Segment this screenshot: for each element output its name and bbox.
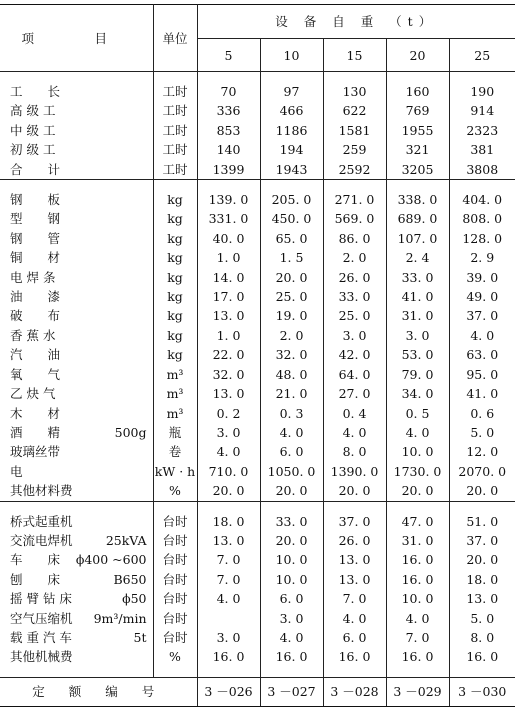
value-cell: 13. 0 — [466, 591, 499, 607]
value-cell: 6. 0 — [323, 628, 386, 647]
value-cell: 16. 0 — [466, 649, 499, 665]
value-cell: 31. 0 — [386, 531, 449, 550]
materials-row — [0, 404, 515, 423]
value-cell: 5. 0 — [470, 424, 495, 440]
value-cell: 26. 0 — [323, 268, 386, 287]
spacer-cell — [260, 72, 323, 83]
spacer-cell — [197, 501, 260, 512]
value-cell: 37. 0 — [466, 532, 499, 548]
machinery-row — [0, 512, 515, 531]
header-col-5: 5 — [197, 39, 260, 72]
value-cell: 48. 0 — [260, 365, 323, 384]
labor-row — [0, 101, 515, 120]
value-cell: 41. 0 — [386, 287, 449, 306]
materials-row — [0, 481, 515, 501]
materials-item: 木 材 — [0, 404, 153, 423]
unit-cell: 台时 — [153, 512, 197, 531]
value-cell: 107. 0 — [386, 229, 449, 248]
value-cell: 17. 0 — [197, 287, 260, 306]
value-cell: 4. 0 — [197, 589, 260, 608]
value-cell: 12. 0 — [466, 444, 499, 460]
quota-table — [0, 4, 515, 707]
machinery-row — [0, 609, 515, 628]
value-cell — [197, 609, 260, 628]
value-cell: 16. 0 — [323, 647, 386, 666]
item-name: 载 重 汽 车 — [10, 629, 72, 645]
value-cell: 4. 0 — [197, 442, 260, 461]
value-cell: 31. 0 — [386, 306, 449, 325]
materials-item: 型 钢 — [0, 209, 153, 228]
value-cell: 2. 9 — [470, 250, 495, 266]
value-cell: 1186 — [260, 121, 323, 140]
value-cell: 19. 0 — [260, 306, 323, 325]
header-row-1 — [0, 5, 515, 39]
value-cell: 381 — [470, 142, 495, 158]
value-cell: 26. 0 — [323, 531, 386, 550]
value-cell: 2323 — [466, 122, 499, 138]
materials-item: 破 布 — [0, 306, 153, 325]
unit-cell: kW · h — [153, 462, 197, 481]
spacer-row — [0, 180, 515, 191]
spacer-cell — [449, 72, 515, 83]
value-cell: 95. 0 — [466, 366, 499, 382]
materials-item: 其他材料费 — [0, 481, 153, 501]
spacer-row — [0, 501, 515, 512]
unit-cell: 台时 — [153, 531, 197, 550]
materials-row — [0, 268, 515, 287]
materials-item: 氧 气 — [0, 365, 153, 384]
value-cell: 205. 0 — [260, 190, 323, 209]
header-col-20: 20 — [386, 39, 449, 72]
quota-number-cell: 3 －026 — [197, 677, 260, 706]
value-cell: 20. 0 — [323, 481, 386, 501]
value-cell: 622 — [323, 101, 386, 120]
value-cell: 710. 0 — [197, 462, 260, 481]
value-cell: 49. 0 — [466, 289, 499, 305]
materials-item — [0, 423, 153, 442]
value-cell: 20. 0 — [260, 531, 323, 550]
spacer-cell — [153, 180, 197, 191]
value-cell: 37. 0 — [323, 512, 386, 531]
value-cell: 79. 0 — [386, 365, 449, 384]
labor-row — [0, 140, 515, 159]
value-cell: 13. 0 — [197, 306, 260, 325]
value-cell: 47. 0 — [386, 512, 449, 531]
machinery-item: 其他机械费 — [0, 647, 153, 666]
header-col-15: 15 — [323, 39, 386, 72]
machinery-item — [0, 609, 153, 628]
value-cell: 194 — [260, 140, 323, 159]
value-cell: 914 — [470, 103, 495, 119]
item-spec: B650 — [113, 571, 147, 587]
value-cell: 10. 0 — [260, 570, 323, 589]
value-cell: 18. 0 — [197, 512, 260, 531]
unit-cell: 工时 — [153, 82, 197, 101]
value-cell: 14. 0 — [197, 268, 260, 287]
value-cell: 13. 0 — [197, 531, 260, 550]
unit-cell: kg — [153, 248, 197, 267]
unit-cell: 卷 — [153, 442, 197, 461]
spacer-cell — [260, 501, 323, 512]
item-name: 车 床 — [10, 552, 61, 568]
value-cell: 1399 — [197, 160, 260, 180]
item-spec: 500g — [114, 424, 147, 440]
machinery-item — [0, 550, 153, 569]
materials-item: 电 焊 条 — [0, 268, 153, 287]
unit-cell: % — [153, 481, 197, 501]
spacer-cell — [449, 180, 515, 191]
item-spec: 25kVA — [105, 532, 147, 548]
machinery-row — [0, 531, 515, 550]
value-cell: 27. 0 — [323, 384, 386, 403]
item-name: 酒 精 — [10, 424, 61, 440]
value-cell: 33. 0 — [260, 512, 323, 531]
value-cell: 34. 0 — [386, 384, 449, 403]
labor-item: 中 级 工 — [0, 121, 153, 140]
spacer-cell — [386, 72, 449, 83]
materials-item: 香 蕉 水 — [0, 326, 153, 345]
value-cell: 18. 0 — [466, 571, 499, 587]
unit-cell: kg — [153, 229, 197, 248]
materials-row — [0, 287, 515, 306]
value-cell: 7. 0 — [197, 550, 260, 569]
spacer-cell — [260, 180, 323, 191]
header-col-10: 10 — [260, 39, 323, 72]
value-cell: 3. 0 — [260, 609, 323, 628]
header-equipment-weight: 设 备 自 重 （t） — [197, 5, 515, 39]
value-cell: 4. 0 — [260, 628, 323, 647]
value-cell: 51. 0 — [466, 513, 499, 529]
value-cell: 86. 0 — [323, 229, 386, 248]
spacer-cell — [386, 667, 449, 678]
value-cell: 2592 — [323, 160, 386, 180]
value-cell: 689. 0 — [386, 209, 449, 228]
value-cell: 1730. 0 — [386, 462, 449, 481]
value-cell: 0. 2 — [197, 404, 260, 423]
header-item: 项 目 — [0, 5, 153, 72]
value-cell: 8. 0 — [470, 629, 495, 645]
materials-item: 汽 油 — [0, 345, 153, 364]
value-cell: 8. 0 — [323, 442, 386, 461]
spacer-cell — [323, 72, 386, 83]
value-cell: 0. 6 — [470, 405, 495, 421]
labor-item: 合 计 — [0, 160, 153, 180]
machinery-row — [0, 550, 515, 569]
value-cell: 6. 0 — [260, 589, 323, 608]
machinery-row — [0, 570, 515, 589]
value-cell: 1. 0 — [197, 326, 260, 345]
value-cell: 10. 0 — [386, 442, 449, 461]
materials-item: 钢 板 — [0, 190, 153, 209]
unit-cell: 工时 — [153, 160, 197, 180]
value-cell: 16. 0 — [260, 647, 323, 666]
value-cell: 2. 0 — [260, 326, 323, 345]
materials-row — [0, 462, 515, 481]
quota-number-label: 定 额 编 号 — [0, 677, 197, 706]
spacer-cell — [153, 501, 197, 512]
value-cell: 1. 0 — [197, 248, 260, 267]
spacer-cell — [386, 180, 449, 191]
spacer-cell — [449, 667, 515, 678]
value-cell: 10. 0 — [386, 589, 449, 608]
value-cell: 321 — [386, 140, 449, 159]
value-cell: 128. 0 — [462, 230, 503, 246]
value-cell: 40. 0 — [197, 229, 260, 248]
item-spec: ϕ50 — [122, 591, 147, 607]
value-cell: 0. 5 — [386, 404, 449, 423]
labor-item: 高 级 工 — [0, 101, 153, 120]
unit-cell: kg — [153, 287, 197, 306]
value-cell: 39. 0 — [466, 269, 499, 285]
materials-row — [0, 326, 515, 345]
value-cell: 5. 0 — [470, 610, 495, 626]
machinery-row — [0, 628, 515, 647]
value-cell: 20. 0 — [260, 481, 323, 501]
quota-number-cell: 3 －029 — [386, 677, 449, 706]
materials-row — [0, 190, 515, 209]
value-cell: 20. 0 — [466, 483, 499, 499]
materials-item: 油 漆 — [0, 287, 153, 306]
unit-cell: 台时 — [153, 609, 197, 628]
value-cell: 3808 — [466, 161, 499, 177]
footer-row — [0, 677, 515, 706]
unit-cell: kg — [153, 268, 197, 287]
value-cell: 331. 0 — [197, 209, 260, 228]
unit-cell: % — [153, 647, 197, 666]
value-cell: 41. 0 — [466, 386, 499, 402]
value-cell: 808. 0 — [462, 211, 503, 227]
value-cell: 16. 0 — [197, 647, 260, 666]
item-name: 空气压缩机 — [10, 610, 73, 626]
value-cell: 10. 0 — [260, 550, 323, 569]
value-cell: 65. 0 — [260, 229, 323, 248]
value-cell: 466 — [260, 101, 323, 120]
value-cell: 3. 0 — [386, 326, 449, 345]
machinery-item: 桥式起重机 — [0, 512, 153, 531]
value-cell: 32. 0 — [260, 345, 323, 364]
labor-row — [0, 160, 515, 180]
labor-item: 工 长 — [0, 82, 153, 101]
value-cell: 33. 0 — [386, 268, 449, 287]
value-cell: 4. 0 — [386, 423, 449, 442]
materials-row — [0, 248, 515, 267]
value-cell: 63. 0 — [466, 347, 499, 363]
spacer-cell — [0, 180, 153, 191]
machinery-row — [0, 589, 515, 608]
unit-cell: 瓶 — [153, 423, 197, 442]
labor-item: 初 级 工 — [0, 140, 153, 159]
machinery-item — [0, 589, 153, 608]
value-cell: 259 — [323, 140, 386, 159]
value-cell: 13. 0 — [323, 550, 386, 569]
value-cell: 22. 0 — [197, 345, 260, 364]
value-cell: 1050. 0 — [260, 462, 323, 481]
unit-cell: 工时 — [153, 121, 197, 140]
spacer-cell — [0, 667, 153, 678]
quota-number-cell: 3 －027 — [260, 677, 323, 706]
item-name: 交流电焊机 — [10, 532, 73, 548]
value-cell: 3. 0 — [197, 423, 260, 442]
value-cell: 0. 4 — [323, 404, 386, 423]
unit-cell: kg — [153, 345, 197, 364]
machinery-row — [0, 647, 515, 666]
item-name: 摇 臂 钻 床 — [10, 591, 72, 607]
spacer-row — [0, 667, 515, 678]
value-cell: 0. 3 — [260, 404, 323, 423]
materials-item: 钢 管 — [0, 229, 153, 248]
value-cell: 1581 — [323, 121, 386, 140]
value-cell: 20. 0 — [466, 552, 499, 568]
quota-number-cell: 3 －030 — [449, 677, 515, 706]
value-cell: 1955 — [386, 121, 449, 140]
spacer-cell — [323, 180, 386, 191]
value-cell: 20. 0 — [260, 268, 323, 287]
value-cell: 4. 0 — [323, 423, 386, 442]
value-cell: 569. 0 — [323, 209, 386, 228]
materials-row — [0, 229, 515, 248]
value-cell: 4. 0 — [386, 609, 449, 628]
spacer-cell — [197, 667, 260, 678]
unit-cell: 台时 — [153, 628, 197, 647]
materials-item: 电 — [0, 462, 153, 481]
materials-row — [0, 423, 515, 442]
spacer-cell — [386, 501, 449, 512]
value-cell: 16. 0 — [386, 550, 449, 569]
unit-cell: 工时 — [153, 101, 197, 120]
value-cell: 769 — [386, 101, 449, 120]
spacer-cell — [197, 180, 260, 191]
unit-cell: m³ — [153, 365, 197, 384]
spacer-cell — [449, 501, 515, 512]
value-cell: 3. 0 — [323, 326, 386, 345]
materials-item: 铜 材 — [0, 248, 153, 267]
machinery-item — [0, 628, 153, 647]
value-cell: 139. 0 — [197, 190, 260, 209]
unit-cell: 台时 — [153, 550, 197, 569]
value-cell: 271. 0 — [323, 190, 386, 209]
value-cell: 13. 0 — [197, 384, 260, 403]
materials-row — [0, 209, 515, 228]
value-cell: 450. 0 — [260, 209, 323, 228]
value-cell: 7. 0 — [386, 628, 449, 647]
item-spec: 9m³/min — [93, 610, 147, 626]
unit-cell: kg — [153, 209, 197, 228]
value-cell: 21. 0 — [260, 384, 323, 403]
value-cell: 4. 0 — [260, 423, 323, 442]
value-cell: 3. 0 — [197, 628, 260, 647]
value-cell: 53. 0 — [386, 345, 449, 364]
labor-row — [0, 121, 515, 140]
unit-cell: m³ — [153, 384, 197, 403]
value-cell: 7. 0 — [323, 589, 386, 608]
materials-row — [0, 442, 515, 461]
item-spec: ϕ400 ~600 — [75, 552, 147, 568]
value-cell: 2. 4 — [386, 248, 449, 267]
value-cell: 37. 0 — [466, 308, 499, 324]
value-cell: 1390. 0 — [323, 462, 386, 481]
materials-row — [0, 306, 515, 325]
value-cell: 1943 — [260, 160, 323, 180]
spacer-cell — [0, 72, 153, 83]
value-cell: 64. 0 — [323, 365, 386, 384]
quota-number-cell: 3 －028 — [323, 677, 386, 706]
unit-cell: 工时 — [153, 140, 197, 159]
machinery-item — [0, 570, 153, 589]
value-cell: 16. 0 — [386, 647, 449, 666]
value-cell: 20. 0 — [386, 481, 449, 501]
materials-item: 乙 炔 气 — [0, 384, 153, 403]
value-cell: 4. 0 — [470, 327, 495, 343]
spacer-cell — [153, 72, 197, 83]
unit-cell: 台时 — [153, 570, 197, 589]
machinery-item — [0, 531, 153, 550]
value-cell: 4. 0 — [323, 609, 386, 628]
unit-cell: 台时 — [153, 589, 197, 608]
item-name: 刨 床 — [10, 571, 61, 587]
unit-cell: kg — [153, 190, 197, 209]
value-cell: 1. 5 — [260, 248, 323, 267]
spacer-cell — [153, 667, 197, 678]
value-cell: 160 — [386, 82, 449, 101]
value-cell: 33. 0 — [323, 287, 386, 306]
value-cell: 130 — [323, 82, 386, 101]
item-spec: 5t — [133, 629, 147, 645]
materials-row — [0, 365, 515, 384]
materials-item: 玻璃丝带 — [0, 442, 153, 461]
header-unit: 单位 — [153, 5, 197, 72]
value-cell: 404. 0 — [462, 192, 503, 208]
value-cell: 70 — [197, 82, 260, 101]
materials-row — [0, 384, 515, 403]
value-cell: 42. 0 — [323, 345, 386, 364]
value-cell: 13. 0 — [323, 570, 386, 589]
unit-cell: m³ — [153, 404, 197, 423]
value-cell: 20. 0 — [197, 481, 260, 501]
value-cell: 3205 — [386, 160, 449, 180]
spacer-cell — [197, 72, 260, 83]
value-cell: 190 — [470, 84, 495, 99]
spacer-cell — [323, 501, 386, 512]
value-cell: 25. 0 — [323, 306, 386, 325]
value-cell: 853 — [197, 121, 260, 140]
unit-cell: kg — [153, 326, 197, 345]
value-cell: 97 — [260, 82, 323, 101]
value-cell: 2070. 0 — [458, 463, 507, 479]
value-cell: 336 — [197, 101, 260, 120]
value-cell: 6. 0 — [260, 442, 323, 461]
value-cell: 7. 0 — [197, 570, 260, 589]
spacer-cell — [323, 667, 386, 678]
value-cell: 338. 0 — [386, 190, 449, 209]
spacer-cell — [260, 667, 323, 678]
labor-row — [0, 82, 515, 101]
unit-cell: kg — [153, 306, 197, 325]
value-cell: 32. 0 — [197, 365, 260, 384]
value-cell: 16. 0 — [386, 570, 449, 589]
header-col-25: 25 — [449, 39, 515, 72]
value-cell: 140 — [197, 140, 260, 159]
spacer-cell — [0, 501, 153, 512]
materials-row — [0, 345, 515, 364]
spacer-row — [0, 72, 515, 83]
value-cell: 2. 0 — [323, 248, 386, 267]
value-cell: 25. 0 — [260, 287, 323, 306]
